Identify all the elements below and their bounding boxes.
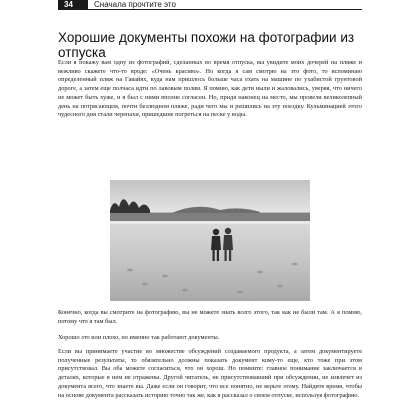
surf [110, 221, 310, 224]
paragraph-final: Если вы принимаете участие во множестве обсуждений создаваемого продукта, а затем документируете полученные результаты, то обязательно должны показать документ кому-то еще, кто тоже при этом присутствовал. Вы оба можете согласиться, что он хорош. Но помните: главное понимание заключается в деталях, которые в нем не отражены. Другой читатель, не присутствовавший при обсуждении, не извлечет из документа всего, что знаете вы. Даже если он говорит, что все понятно, не верьте этому. Найдите время, чтобы на основе документа рассказать историю точно так же, как я рассказал о своем отпуске, используя фотографию. [58, 348, 362, 399]
section-title: Хорошие документы похожи на фотографии из отпуска [58, 30, 355, 60]
running-title: Сначала прочтите это [94, 0, 176, 9]
header-rule [58, 9, 362, 10]
paragraph-short: Хорошо это или плохо, но именно так работают документы. [58, 334, 220, 341]
beach-photo-icon [110, 180, 310, 301]
running-header [58, 0, 362, 9]
paragraph-after-photo: Конечно, когда вы смотрите на фотографию, вы не можете знать всего этого, так как не были там. А я помню, потому что я там был. [58, 309, 362, 325]
beach-photo [110, 180, 310, 301]
sand [110, 224, 310, 301]
paragraph-intro: Если я покажу вам одну из фотографий, сделанных во время отпуска, вы увидите моих дочерей на пляже и вежливо скажете что-то вроде: «Очень красиво». Но когда я сам смотрю на это фото, то вспоминаю определенный пляж на Гавайях, куда нам пришлось больше часа ехать на машине по ухабистой грунтовой дороге, а затем еще полчаса идти по лавовым полям. Я помню, как дети ныли и жаловались, уверяя, что ничего не может быть хуже, и я был с ними вполне согласен. Но, придя наконец на место, мы провели великолепный день на потрясающем, почти безлюдном пляже, ради чего мы и решились на эту поездку. Кульминацией этого чудесного дня стали черепахи, пришедшие погреться на песке у воды. [58, 59, 362, 119]
page-number: 34 [58, 0, 88, 9]
